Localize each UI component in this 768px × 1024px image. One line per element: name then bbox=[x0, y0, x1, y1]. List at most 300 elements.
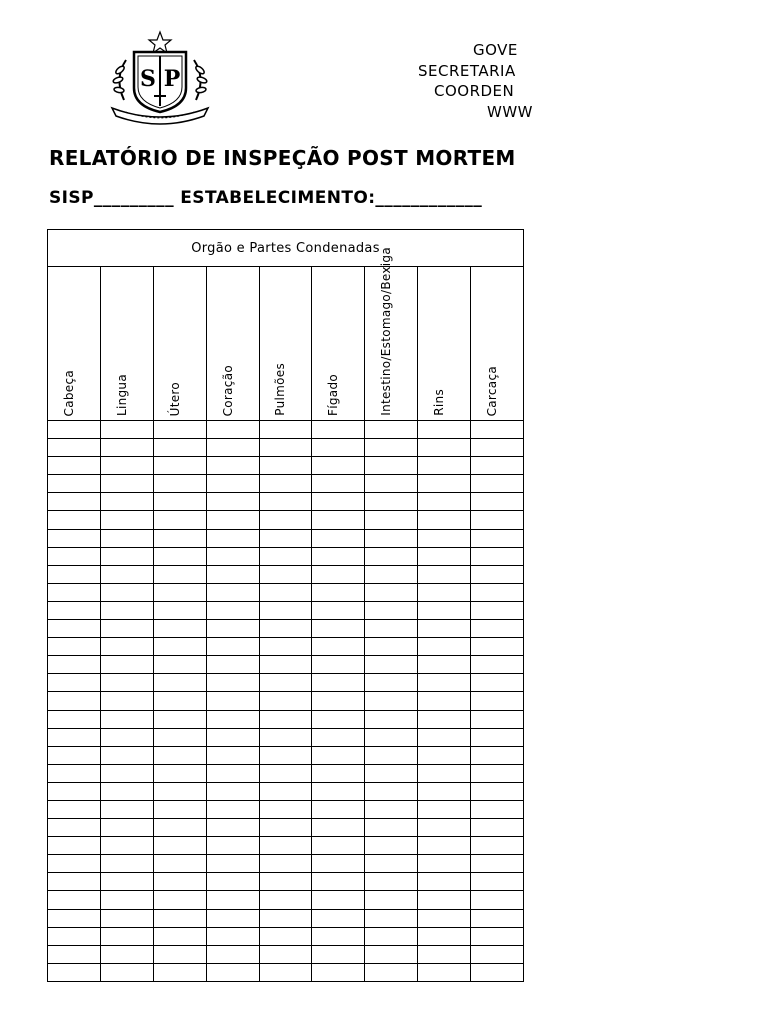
table-cell[interactable] bbox=[418, 638, 471, 656]
column-header bbox=[206, 267, 259, 421]
table-cell[interactable] bbox=[48, 710, 101, 728]
table-cell[interactable] bbox=[471, 891, 524, 909]
column-label: Intestino/Estomago/Bexiga bbox=[379, 247, 394, 416]
table-cell[interactable] bbox=[48, 421, 101, 439]
table-cell[interactable] bbox=[259, 529, 312, 547]
table-cell[interactable] bbox=[153, 837, 206, 855]
table-cell[interactable] bbox=[365, 855, 418, 873]
table-cell[interactable] bbox=[365, 565, 418, 583]
table-cell[interactable] bbox=[100, 728, 153, 746]
table-cell[interactable] bbox=[206, 782, 259, 800]
table-cell[interactable] bbox=[48, 656, 101, 674]
table-cell[interactable] bbox=[206, 674, 259, 692]
table-cell[interactable] bbox=[153, 529, 206, 547]
table-cell[interactable] bbox=[48, 493, 101, 511]
table-cell[interactable] bbox=[259, 674, 312, 692]
table-cell[interactable] bbox=[153, 547, 206, 565]
table-cell[interactable] bbox=[259, 855, 312, 873]
table-cell[interactable] bbox=[259, 493, 312, 511]
table-cell[interactable] bbox=[206, 583, 259, 601]
header-line: COORDEN bbox=[434, 82, 515, 100]
table-cell[interactable] bbox=[418, 710, 471, 728]
table-cell[interactable] bbox=[153, 565, 206, 583]
table-cell[interactable] bbox=[471, 855, 524, 873]
table-cell[interactable] bbox=[153, 855, 206, 873]
table-cell[interactable] bbox=[153, 656, 206, 674]
table-cell[interactable] bbox=[259, 475, 312, 493]
table-cell[interactable] bbox=[471, 529, 524, 547]
table-cell[interactable] bbox=[153, 927, 206, 945]
table-cell[interactable] bbox=[48, 909, 101, 927]
table-cell[interactable] bbox=[418, 728, 471, 746]
table-cell[interactable] bbox=[418, 891, 471, 909]
table-cell[interactable] bbox=[153, 963, 206, 981]
table-cell[interactable] bbox=[418, 601, 471, 619]
table-cell[interactable] bbox=[153, 638, 206, 656]
table-cell[interactable] bbox=[365, 710, 418, 728]
table-cell[interactable] bbox=[100, 547, 153, 565]
table-cell[interactable] bbox=[100, 439, 153, 457]
table-cell[interactable] bbox=[153, 475, 206, 493]
table-cell[interactable] bbox=[48, 945, 101, 963]
table-cell[interactable] bbox=[471, 927, 524, 945]
table-cell[interactable] bbox=[153, 493, 206, 511]
table-cell[interactable] bbox=[153, 583, 206, 601]
table-cell[interactable] bbox=[153, 421, 206, 439]
table-cell[interactable] bbox=[153, 746, 206, 764]
table-cell[interactable] bbox=[471, 656, 524, 674]
table-cell[interactable] bbox=[312, 493, 365, 511]
table-cell[interactable] bbox=[206, 963, 259, 981]
table-cell[interactable] bbox=[471, 837, 524, 855]
table-cell[interactable] bbox=[471, 493, 524, 511]
table-cell[interactable] bbox=[471, 475, 524, 493]
table-cell[interactable] bbox=[471, 728, 524, 746]
table-row bbox=[48, 620, 524, 638]
table-cell[interactable] bbox=[312, 891, 365, 909]
table-cell[interactable] bbox=[206, 547, 259, 565]
table-cell[interactable] bbox=[153, 945, 206, 963]
table-cell[interactable] bbox=[48, 764, 101, 782]
table-cell[interactable] bbox=[206, 945, 259, 963]
table-cell[interactable] bbox=[48, 800, 101, 818]
table-cell[interactable] bbox=[365, 493, 418, 511]
column-header-row bbox=[48, 267, 524, 421]
table-cell[interactable] bbox=[100, 891, 153, 909]
table-cell[interactable] bbox=[365, 674, 418, 692]
table-cell[interactable] bbox=[206, 710, 259, 728]
table-cell[interactable] bbox=[418, 656, 471, 674]
table-cell[interactable] bbox=[100, 909, 153, 927]
table-cell[interactable] bbox=[206, 728, 259, 746]
table-cell[interactable] bbox=[365, 421, 418, 439]
table-cell[interactable] bbox=[48, 873, 101, 891]
table-cell[interactable] bbox=[48, 457, 101, 475]
table-cell[interactable] bbox=[259, 601, 312, 619]
table-cell[interactable] bbox=[418, 529, 471, 547]
table-cell[interactable] bbox=[259, 565, 312, 583]
table-cell[interactable] bbox=[418, 873, 471, 891]
table-cell[interactable] bbox=[365, 583, 418, 601]
table-cell[interactable] bbox=[100, 837, 153, 855]
table-cell[interactable] bbox=[418, 475, 471, 493]
table-cell[interactable] bbox=[206, 493, 259, 511]
table-cell[interactable] bbox=[153, 782, 206, 800]
table-cell[interactable] bbox=[418, 547, 471, 565]
table-cell[interactable] bbox=[259, 547, 312, 565]
table-cell[interactable] bbox=[418, 511, 471, 529]
table-cell[interactable] bbox=[153, 728, 206, 746]
table-cell[interactable] bbox=[471, 565, 524, 583]
table-cell[interactable] bbox=[100, 457, 153, 475]
table-cell[interactable] bbox=[312, 692, 365, 710]
table-cell[interactable] bbox=[206, 638, 259, 656]
table-cell[interactable] bbox=[206, 601, 259, 619]
table-cell[interactable] bbox=[206, 656, 259, 674]
table-cell[interactable] bbox=[153, 909, 206, 927]
table-cell[interactable] bbox=[100, 855, 153, 873]
table-cell[interactable] bbox=[206, 620, 259, 638]
table-cell[interactable] bbox=[312, 819, 365, 837]
table-cell[interactable] bbox=[206, 439, 259, 457]
table-cell[interactable] bbox=[259, 439, 312, 457]
table-cell[interactable] bbox=[312, 782, 365, 800]
table-cell[interactable] bbox=[418, 565, 471, 583]
table-cell[interactable] bbox=[206, 457, 259, 475]
table-row bbox=[48, 457, 524, 475]
table-cell[interactable] bbox=[100, 963, 153, 981]
table-row bbox=[48, 601, 524, 619]
table-cell[interactable] bbox=[471, 819, 524, 837]
table-cell[interactable] bbox=[259, 457, 312, 475]
table-cell[interactable] bbox=[259, 656, 312, 674]
table-cell[interactable] bbox=[259, 620, 312, 638]
table-cell[interactable] bbox=[471, 439, 524, 457]
table-cell[interactable] bbox=[153, 891, 206, 909]
table-row bbox=[48, 855, 524, 873]
table-cell[interactable] bbox=[418, 909, 471, 927]
table-cell[interactable] bbox=[206, 511, 259, 529]
table-cell[interactable] bbox=[206, 873, 259, 891]
table-cell[interactable] bbox=[365, 656, 418, 674]
table-cell[interactable] bbox=[100, 656, 153, 674]
table-cell[interactable] bbox=[259, 728, 312, 746]
table-cell[interactable] bbox=[365, 728, 418, 746]
table-cell[interactable] bbox=[100, 873, 153, 891]
table-cell[interactable] bbox=[312, 547, 365, 565]
table-cell[interactable] bbox=[312, 746, 365, 764]
table-cell[interactable] bbox=[365, 837, 418, 855]
table-cell[interactable] bbox=[365, 475, 418, 493]
table-cell[interactable] bbox=[418, 692, 471, 710]
table-cell[interactable] bbox=[312, 728, 365, 746]
table-cell[interactable] bbox=[48, 891, 101, 909]
table-cell[interactable] bbox=[365, 963, 418, 981]
table-cell[interactable] bbox=[100, 511, 153, 529]
table-cell[interactable] bbox=[471, 583, 524, 601]
table-cell[interactable] bbox=[259, 638, 312, 656]
table-cell[interactable] bbox=[206, 891, 259, 909]
table-cell[interactable] bbox=[312, 963, 365, 981]
column-header bbox=[259, 267, 312, 421]
table-cell[interactable] bbox=[153, 439, 206, 457]
table-cell[interactable] bbox=[471, 620, 524, 638]
table-cell[interactable] bbox=[418, 439, 471, 457]
table-cell[interactable] bbox=[153, 873, 206, 891]
sisp-establishment-line[interactable]: SISP_________ ESTABELECIMENTO:____________ bbox=[49, 188, 483, 208]
table-cell[interactable] bbox=[48, 439, 101, 457]
table-cell[interactable] bbox=[471, 710, 524, 728]
table-row bbox=[48, 638, 524, 656]
column-header bbox=[100, 267, 153, 421]
table-cell[interactable] bbox=[206, 819, 259, 837]
table-cell[interactable] bbox=[48, 746, 101, 764]
table-cell[interactable] bbox=[206, 475, 259, 493]
table-cell[interactable] bbox=[48, 963, 101, 981]
table-cell[interactable] bbox=[206, 421, 259, 439]
table-cell[interactable] bbox=[418, 421, 471, 439]
table-cell[interactable] bbox=[259, 800, 312, 818]
table-cell[interactable] bbox=[312, 800, 365, 818]
column-label: Lingua bbox=[114, 373, 129, 416]
table-cell[interactable] bbox=[100, 529, 153, 547]
table-cell[interactable] bbox=[259, 746, 312, 764]
table-cell[interactable] bbox=[365, 601, 418, 619]
table-cell[interactable] bbox=[100, 710, 153, 728]
table-cell[interactable] bbox=[259, 945, 312, 963]
table-cell[interactable] bbox=[100, 421, 153, 439]
table-cell[interactable] bbox=[48, 475, 101, 493]
table-cell[interactable] bbox=[100, 601, 153, 619]
table-cell[interactable] bbox=[418, 620, 471, 638]
table-cell[interactable] bbox=[471, 764, 524, 782]
table-cell[interactable] bbox=[153, 457, 206, 475]
table-cell[interactable] bbox=[312, 620, 365, 638]
table-cell[interactable] bbox=[312, 909, 365, 927]
table-cell[interactable] bbox=[418, 782, 471, 800]
table-cell[interactable] bbox=[418, 800, 471, 818]
table-cell[interactable] bbox=[153, 674, 206, 692]
table-cell[interactable] bbox=[206, 692, 259, 710]
table-cell[interactable] bbox=[206, 746, 259, 764]
table-cell[interactable] bbox=[312, 674, 365, 692]
table-cell[interactable] bbox=[48, 837, 101, 855]
table-cell[interactable] bbox=[365, 457, 418, 475]
table-cell[interactable] bbox=[418, 927, 471, 945]
table-cell[interactable] bbox=[100, 620, 153, 638]
table-cell[interactable] bbox=[48, 927, 101, 945]
table-cell[interactable] bbox=[48, 565, 101, 583]
table-cell[interactable] bbox=[259, 909, 312, 927]
table-cell[interactable] bbox=[471, 746, 524, 764]
table-cell[interactable] bbox=[471, 547, 524, 565]
table-cell[interactable] bbox=[206, 565, 259, 583]
table-cell[interactable] bbox=[418, 963, 471, 981]
table-cell[interactable] bbox=[471, 800, 524, 818]
table-cell[interactable] bbox=[365, 891, 418, 909]
table-body bbox=[48, 421, 524, 982]
table-cell[interactable] bbox=[365, 927, 418, 945]
table-cell[interactable] bbox=[365, 819, 418, 837]
table-cell[interactable] bbox=[471, 674, 524, 692]
table-cell[interactable] bbox=[48, 692, 101, 710]
table-cell[interactable] bbox=[312, 565, 365, 583]
table-cell[interactable] bbox=[100, 945, 153, 963]
table-cell[interactable] bbox=[100, 782, 153, 800]
table-cell[interactable] bbox=[153, 764, 206, 782]
table-cell[interactable] bbox=[312, 601, 365, 619]
table-cell[interactable] bbox=[100, 819, 153, 837]
table-cell[interactable] bbox=[418, 764, 471, 782]
table-cell[interactable] bbox=[312, 421, 365, 439]
table-cell[interactable] bbox=[312, 638, 365, 656]
table-cell[interactable] bbox=[418, 746, 471, 764]
table-row bbox=[48, 963, 524, 981]
table-cell[interactable] bbox=[365, 764, 418, 782]
table-cell[interactable] bbox=[100, 583, 153, 601]
table-cell[interactable] bbox=[48, 728, 101, 746]
table-cell[interactable] bbox=[48, 674, 101, 692]
table-cell[interactable] bbox=[259, 891, 312, 909]
column-header bbox=[312, 267, 365, 421]
table-cell[interactable] bbox=[259, 782, 312, 800]
table-cell[interactable] bbox=[312, 457, 365, 475]
table-cell[interactable] bbox=[365, 638, 418, 656]
table-cell[interactable] bbox=[418, 837, 471, 855]
table-cell[interactable] bbox=[365, 800, 418, 818]
table-cell[interactable] bbox=[259, 873, 312, 891]
table-cell[interactable] bbox=[312, 873, 365, 891]
table-cell[interactable] bbox=[418, 855, 471, 873]
table-cell[interactable] bbox=[100, 638, 153, 656]
table-cell[interactable] bbox=[418, 493, 471, 511]
table-cell[interactable] bbox=[312, 529, 365, 547]
table-cell[interactable] bbox=[471, 782, 524, 800]
table-cell[interactable] bbox=[471, 963, 524, 981]
table-cell[interactable] bbox=[48, 638, 101, 656]
table-cell[interactable] bbox=[418, 819, 471, 837]
table-cell[interactable] bbox=[100, 746, 153, 764]
table-cell[interactable] bbox=[365, 692, 418, 710]
table-cell[interactable] bbox=[312, 764, 365, 782]
table-cell[interactable] bbox=[365, 909, 418, 927]
table-cell[interactable] bbox=[206, 927, 259, 945]
table-cell[interactable] bbox=[471, 873, 524, 891]
table-cell[interactable] bbox=[153, 800, 206, 818]
column-label: Útero bbox=[167, 381, 182, 416]
table-cell[interactable] bbox=[206, 800, 259, 818]
table-cell[interactable] bbox=[48, 583, 101, 601]
table-cell[interactable] bbox=[48, 819, 101, 837]
table-cell[interactable] bbox=[418, 674, 471, 692]
document-title: RELATÓRIO DE INSPEÇÃO POST MORTEM bbox=[49, 146, 516, 170]
table-cell[interactable] bbox=[259, 819, 312, 837]
table-cell[interactable] bbox=[471, 601, 524, 619]
table-row bbox=[48, 764, 524, 782]
table-cell[interactable] bbox=[312, 439, 365, 457]
table-cell[interactable] bbox=[312, 475, 365, 493]
table-cell[interactable] bbox=[259, 963, 312, 981]
table-cell[interactable] bbox=[206, 909, 259, 927]
table-cell[interactable] bbox=[206, 764, 259, 782]
table-cell[interactable] bbox=[365, 746, 418, 764]
table-cell[interactable] bbox=[206, 529, 259, 547]
table-cell[interactable] bbox=[259, 710, 312, 728]
table-cell[interactable] bbox=[48, 601, 101, 619]
table-cell[interactable] bbox=[471, 421, 524, 439]
table-cell[interactable] bbox=[312, 583, 365, 601]
table-cell[interactable] bbox=[153, 620, 206, 638]
table-cell[interactable] bbox=[206, 837, 259, 855]
table-cell[interactable] bbox=[100, 674, 153, 692]
table-cell[interactable] bbox=[418, 457, 471, 475]
table-cell[interactable] bbox=[259, 837, 312, 855]
table-cell[interactable] bbox=[312, 927, 365, 945]
table-cell[interactable] bbox=[100, 475, 153, 493]
table-cell[interactable] bbox=[259, 583, 312, 601]
table-cell[interactable] bbox=[365, 620, 418, 638]
table-cell[interactable] bbox=[365, 511, 418, 529]
table-cell[interactable] bbox=[153, 601, 206, 619]
table-cell[interactable] bbox=[100, 800, 153, 818]
table-cell[interactable] bbox=[48, 782, 101, 800]
table-cell[interactable] bbox=[259, 692, 312, 710]
table-cell[interactable] bbox=[48, 855, 101, 873]
table-cell[interactable] bbox=[312, 511, 365, 529]
table-row bbox=[48, 674, 524, 692]
table-cell[interactable] bbox=[418, 945, 471, 963]
table-cell[interactable] bbox=[471, 909, 524, 927]
table-cell[interactable] bbox=[259, 511, 312, 529]
table-row bbox=[48, 493, 524, 511]
table-cell[interactable] bbox=[259, 764, 312, 782]
table-cell[interactable] bbox=[153, 511, 206, 529]
table-cell[interactable] bbox=[471, 511, 524, 529]
table-cell[interactable] bbox=[312, 855, 365, 873]
table-cell[interactable] bbox=[100, 493, 153, 511]
table-cell[interactable] bbox=[312, 710, 365, 728]
table-cell[interactable] bbox=[259, 421, 312, 439]
table-cell[interactable] bbox=[312, 945, 365, 963]
table-cell[interactable] bbox=[418, 583, 471, 601]
table-cell[interactable] bbox=[100, 927, 153, 945]
table-cell[interactable] bbox=[48, 529, 101, 547]
table-cell[interactable] bbox=[48, 547, 101, 565]
table-cell[interactable] bbox=[153, 692, 206, 710]
table-cell[interactable] bbox=[312, 656, 365, 674]
table-cell[interactable] bbox=[365, 782, 418, 800]
table-cell[interactable] bbox=[471, 945, 524, 963]
table-cell[interactable] bbox=[206, 855, 259, 873]
table-cell[interactable] bbox=[48, 511, 101, 529]
table-cell[interactable] bbox=[100, 764, 153, 782]
table-cell[interactable] bbox=[365, 529, 418, 547]
table-cell[interactable] bbox=[365, 945, 418, 963]
table-cell[interactable] bbox=[100, 565, 153, 583]
table-cell[interactable] bbox=[471, 638, 524, 656]
table-cell[interactable] bbox=[259, 927, 312, 945]
table-cell[interactable] bbox=[365, 439, 418, 457]
table-cell[interactable] bbox=[153, 819, 206, 837]
table-cell[interactable] bbox=[100, 692, 153, 710]
table-cell[interactable] bbox=[365, 547, 418, 565]
table-cell[interactable] bbox=[471, 692, 524, 710]
table-cell[interactable] bbox=[153, 710, 206, 728]
table-cell[interactable] bbox=[471, 457, 524, 475]
table-cell[interactable] bbox=[365, 873, 418, 891]
table-cell[interactable] bbox=[312, 837, 365, 855]
table-cell[interactable] bbox=[48, 620, 101, 638]
